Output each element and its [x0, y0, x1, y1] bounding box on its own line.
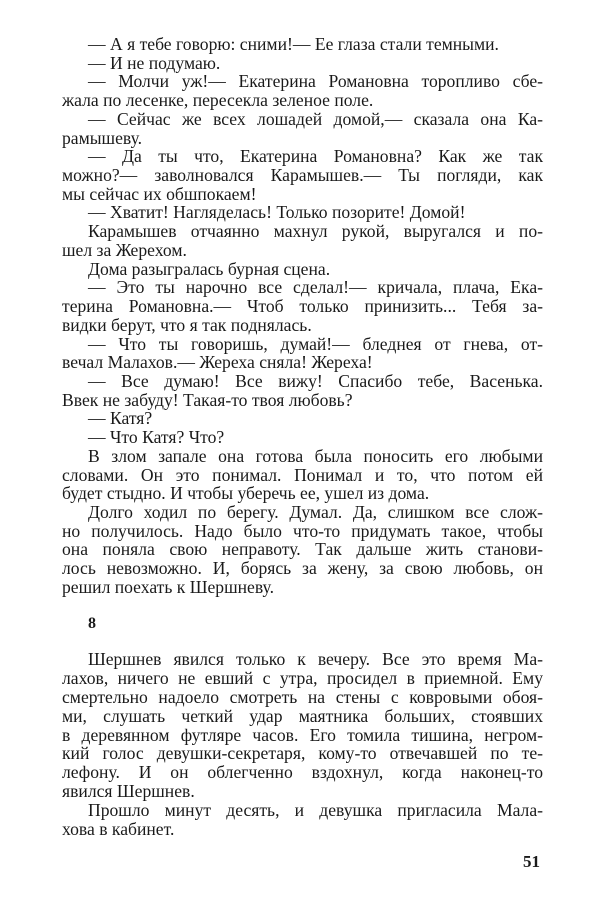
text-line: — А я тебе говорю: сними!— Ее глаза стали темными. — [88, 34, 499, 54]
text-line: словами. Он это понимал. Понимал и то, что потом ей — [62, 464, 543, 485]
text-line: Ввек не забуду! Такая-то твоя любовь? — [62, 389, 353, 410]
text-line: Карамышев отчаянно махнул рукой, выругался и по- — [88, 221, 543, 242]
text-line: — Что ты говоришь, думай!— бледнея от гнева, от- — [88, 333, 543, 354]
text-line: — Катя? — [88, 408, 153, 429]
text-line: в деревянном футляре часов. Его томила тишина, негром- — [62, 724, 543, 745]
paragraph — [62, 335, 543, 372]
text-line: будет стыдно. И чтобы уберечь ее, ушел из дома. — [62, 483, 430, 504]
text-line: Прошло минут десять, и девушка пригласила Мала- — [88, 800, 543, 821]
paragraph — [62, 503, 543, 597]
text-line: можно?— заволновался Карамышев.— Ты погляди, как — [62, 165, 543, 186]
text-line: смертельно надоело смотреть на стены с ковровыми обоя- — [62, 686, 543, 707]
text-line: терина Романовна.— Чтоб только принизить... Тебя за- — [62, 296, 543, 317]
paragraph — [62, 222, 543, 259]
text-line: кий голос девушки-секретаря, кому-то отвечавшей по те- — [62, 743, 543, 764]
text-line: ми, слушать четкий удар маятника больших, стоявших — [62, 705, 543, 726]
text-block-section-8 — [62, 650, 543, 839]
paragraph — [62, 278, 543, 334]
text-line: хова в кабинет. — [62, 819, 175, 840]
text-line: но получилось. Надо было что-то придумать такое, чтобы — [62, 520, 543, 541]
text-line: — Что Катя? Что? — [88, 427, 225, 448]
text-line: жала по лесенке, пересекла зеленое поле. — [62, 90, 374, 111]
text-line: мы сейчас их обшпокаем! — [62, 183, 257, 204]
paragraph — [62, 801, 543, 839]
text-line: лось невозможно. И, борясь за жену, за свою любовь, он — [62, 558, 543, 579]
text-line: — Сейчас же всех лошадей домой,— сказала она Ка- — [88, 108, 543, 129]
text-line: лахов, ничего не евший с утра, просидел в приемной. Ему — [62, 667, 543, 688]
paragraph — [62, 72, 543, 109]
text-line: видки берут, что я так поднялась. — [62, 314, 312, 335]
paragraph — [62, 203, 543, 222]
paragraph — [62, 54, 543, 73]
text-line: Шершнев явился только к вечеру. Все это время Ма- — [88, 649, 543, 669]
paragraph — [62, 409, 543, 428]
text-line: решил поехать к Шершневу. — [62, 576, 274, 597]
text-line: — Да ты что, Екатерина Романовна? Как же так — [88, 146, 543, 167]
text-line: — Молчи уж!— Екатерина Романовна торопливо сбе- — [88, 71, 543, 92]
paragraph — [62, 147, 543, 203]
text-block-before-section — [62, 35, 543, 597]
paragraph — [62, 428, 543, 447]
text-line: явился Шершнев. — [62, 781, 195, 802]
text-line: — И не подумаю. — [88, 52, 221, 73]
text-line: шел за Жерехом. — [62, 239, 187, 260]
paragraph — [62, 110, 543, 147]
text-line: — Это ты нарочно все сделал!— кричала, плача, Ека- — [88, 277, 543, 298]
section-number: 8 — [88, 615, 96, 632]
page-number: 51 — [523, 852, 540, 871]
paragraph — [62, 260, 543, 279]
text-line: рамышеву. — [62, 127, 143, 148]
paragraph — [62, 650, 543, 801]
paragraph — [62, 447, 543, 503]
text-line: — Хватит! Нагляделась! Только позорите! Домой! — [88, 202, 466, 223]
paragraph — [62, 35, 543, 54]
text-line: Дома разыгралась бурная сцена. — [88, 258, 331, 279]
text-line: — Все думаю! Все вижу! Спасибо тебе, Васенька. — [88, 370, 543, 391]
paragraph — [62, 372, 543, 409]
text-line: В злом запале она готова была поносить его любыми — [88, 445, 543, 466]
text-line: Долго ходил по берегу. Думал. Да, слишком все слож- — [88, 501, 543, 522]
text-line: вечал Малахов.— Жереха сняла! Жереха! — [62, 352, 373, 373]
text-line: она поняла свою неправоту. Так дальше жить станови- — [62, 539, 543, 560]
text-line: лефону. И он облегченно вздохнул, когда наконец-то — [62, 762, 543, 783]
